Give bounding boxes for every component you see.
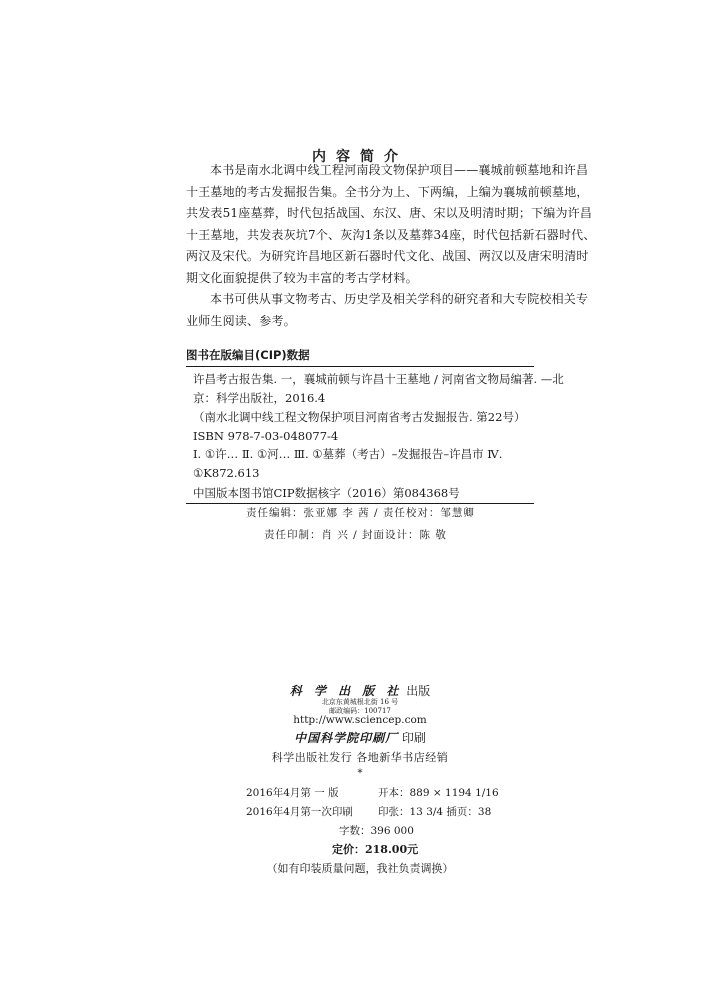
cip-line: ①K872.613 [193, 466, 260, 480]
publisher-website: http://www.sciencep.com [293, 714, 427, 726]
cip-line: 京：科学出版社，2016.4 [193, 391, 326, 405]
summary-line: 本书可供从事文物考古、历史学及相关学科的研究者和大专院校相关专 [210, 292, 589, 306]
publisher-postcode: 邮政编码：100717 [329, 707, 391, 715]
separator-star: * [357, 768, 363, 779]
summary-line: 两汉及宋代。为研究许昌地区新石器时代文化、战国、两汉以及唐宋明清时 [186, 249, 589, 263]
publisher-name: 科 学 出 版 社 [289, 684, 403, 698]
printer-suffix: 印刷 [401, 731, 426, 745]
quality-note: （如有印装质量问题，我社负责调换） [266, 862, 454, 875]
summary-line: 业师生阅读、参考。 [186, 313, 296, 328]
format-size: 开本：889 × 1194 1/16 [378, 787, 499, 799]
cip-line: 许昌考古报告集. 一，襄城前顿与许昌十王墓地 / 河南省文物局编著. —北 [193, 372, 564, 386]
publisher-suffix: 出版 [406, 684, 431, 698]
cip-heading: 图书在版编目(CIP)数据 [186, 348, 310, 362]
cip-bibliographic-record [193, 370, 564, 446]
cip-library-note: 中国版本图书馆CIP数据核字（2016）第084368号 [193, 486, 460, 500]
price: 定价：218.00元 [332, 843, 419, 856]
editor-credits: 责任编辑：张亚娜 李 茜 / 责任校对：邹慧卿 [246, 507, 475, 519]
summary-line: 十王墓地，共发表灰坑7个、灰沟1条以及墓葬34座，时代包括新石器时代、 [186, 227, 596, 242]
summary-line: 共发表51座墓葬，时代包括战国、东汉、唐、宋以及明清时期；下编为许昌 [186, 206, 593, 220]
edition-date: 2016年4月第 一 版 [246, 787, 339, 799]
printing-date: 2016年4月第一次印刷 [246, 806, 353, 818]
summary-line: 十王墓地的考古发掘报告集。全书分为上、下两编，上编为襄城前顿墓地， [186, 184, 589, 199]
cip-line: （南水北调中线工程文物保护项目河南省考古发掘报告. 第22号） [193, 410, 526, 424]
cip-line: ISBN 978-7-03-048077-4 [193, 429, 339, 443]
cip-line: Ⅰ. ①许… Ⅱ. ①河… Ⅲ. ①墓葬（考古）–发掘报告–许昌市 Ⅳ. [193, 447, 503, 461]
summary-paragraph-2 [186, 289, 589, 332]
summary-line: 本书是南水北调中线工程河南段文物保护项目——襄城前顿墓地和许昌 [210, 163, 589, 177]
summary-line: 期文化面貌提供了较为丰富的考古学材料。 [186, 270, 418, 285]
summary-title: 内容简介 [312, 149, 408, 165]
summary-paragraph-1 [186, 160, 596, 289]
production-credits: 责任印制：肖 兴 / 封面设计：陈 敬 [264, 529, 447, 541]
distribution-line: 科学出版社发行 各地新华书店经销 [271, 751, 449, 764]
cip-top-rule [186, 366, 534, 367]
sheet-count: 印张：13 3/4 插页：38 [378, 806, 492, 818]
word-count: 字数：396 000 [339, 825, 414, 837]
cip-bottom-rule [186, 503, 534, 504]
cip-classification [193, 445, 534, 483]
printer-name: 中国科学院印刷厂 [294, 731, 399, 745]
printer-line [0, 729, 720, 746]
publisher-address: 北京东黄城根北街 16 号 [321, 698, 399, 706]
